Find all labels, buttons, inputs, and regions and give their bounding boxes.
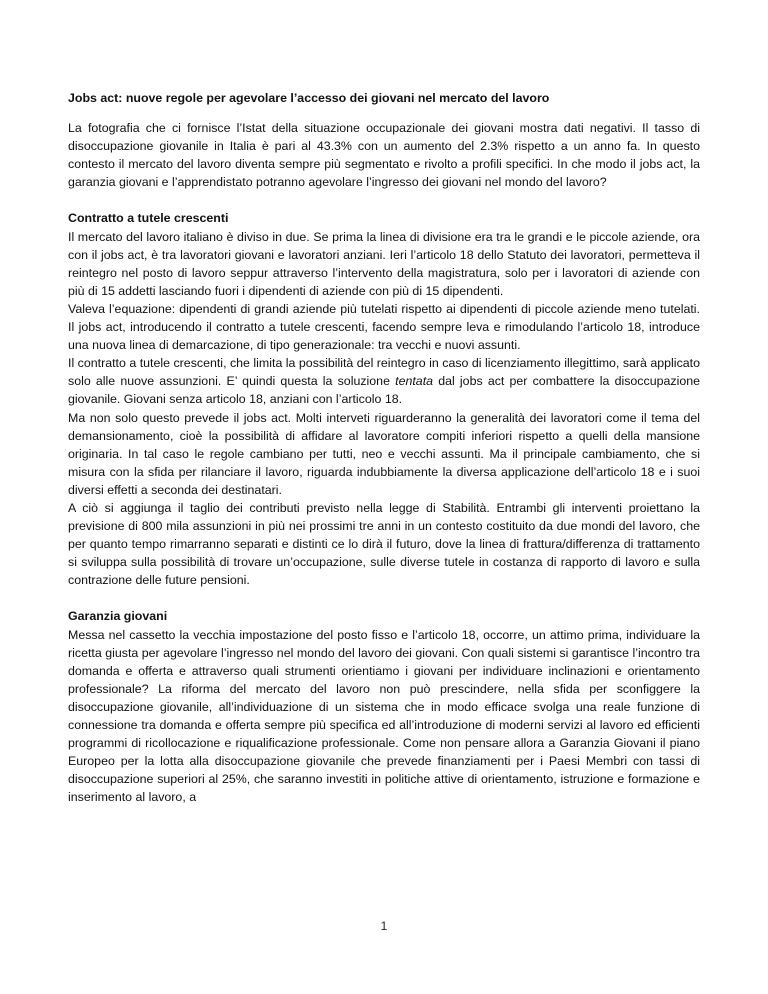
intro-paragraph: La fotografia che ci fornisce l’Istat della situazione occupazionale dei giovani mostra dati negativi. Il tasso di disoccupazione giovanile in Italia è pari al 43.3% con un aumento del 2.3% rispetto a un anno fa. In questo contesto il mercato del lavoro diventa sempre più segmentato e rivolto a profili specifici. In che modo il jobs act, la garanzia giovani e l’apprendistato potranno agevolare l’ingresso dei giovani nel mondo del lavoro? — [68, 121, 700, 190]
paragraph: Valeva l’equazione: dipendenti di grandi aziende più tutelati rispetto ai dipendenti di piccole aziende meno tutelati. Il jobs act, introducendo il contratto a tutele crescenti, facendo sempre leva e rimodulando l’articolo 18, introduce una nuova linea di demarcazione, di tipo generazionale: tra vecchi e nuovi assunti. — [68, 301, 700, 353]
paragraph: Il mercato del lavoro italiano è diviso in due. Se prima la linea di divisione era tra le grandi e le piccole aziende, ora con il jobs act, è tra lavoratori giovani e lavoratori anziani. Ieri l’articolo 18 dello Statuto dei lavoratori, permetteva il reintegro nel posto di lavoro seppur attraverso l’intervento della magistratura, solo per i lavoratori di aziende con più di 15 addetti lasciando fuori i dipendenti di aziende con più di 15 dipendenti. — [68, 229, 700, 298]
paragraph-spacer — [68, 589, 700, 607]
page-number: 1 — [380, 919, 388, 933]
paragraph: Ma non solo questo prevede il jobs act. Molti interveti riguarderanno la generalità dei lavoratori come il tema del demansionamento, cioè la possibilità di affidare al lavoratore compiti inferiori rispetto a quelli della mansione originaria. In tal caso le regole cambiano per tutti, neo e vecchi assunti. Ma il principale cambiamento, che si misura con la sfida per rilanciare il lavoro, riguarda indubbiamente la diversa applicazione dell’articolo 18 e i suoi diversi effetti a seconda dei destinatari. — [68, 410, 700, 497]
paragraph: A ciò si aggiunga il taglio dei contributi previsto nella legge di Stabilità. Entrambi gli interventi proiettano la previsione di 800 mila assunzioni in più nei prossimi tre anni in un contesto costituito da due mondi del lavoro, che per quanto tempo rimarranno separati e distinti ce lo dirà il futuro, dove la linea di frattura/differenza di trattamento si sviluppa sulla possibilità di trovare un’occupazione, sulle diverse tutele in costanza di rapporto di lavoro e sulla contrazione delle future pensioni. — [68, 500, 700, 588]
emphasis-text: tentata — [395, 374, 434, 389]
paragraph-spacer — [68, 191, 700, 209]
document-title: Jobs act: nuove regole per agevolare l’accesso dei giovani nel mercato del lavoro — [68, 91, 550, 105]
paragraph: Messa nel cassetto la vecchia impostazione del posto fisso e l’articolo 18, occorre, un attimo prima, individuare la ricetta giusta per agevolare l’ingresso nel mondo del lavoro dei giovani. Con quali sistemi si garantisce l’incontro tra domanda e offerta e attraverso quali strumenti orientiamo i giovani per individuare inclinazioni e orientamento professionale? La riforma del mercato del lavoro non può prescindere, nella sfida per sconfiggere la disoccupazione giovanile, all’individuazione di un sistema che in modo efficace svolga una reale funzione di connessione tra domanda e offerta sempre più specifica ed all’introduzione di moderni servizi al lavoro ed efficienti programmi di ricollocazione e riqualificazione professionale. Come non pensare allora a Garanzia Giovani il piano Europeo per la lotta alla disoccupazione giovanile che prevede finanziamenti per i Paesi Membri con tassi di disoccupazione superiori al 25%, che saranno investiti in politiche attive di orientamento, istruzione e formazione e inserimento al lavoro, a — [68, 627, 700, 805]
paragraph — [68, 354, 700, 408]
section-heading-garanzia: Garanzia giovani — [68, 609, 168, 624]
paragraph-text: Il contratto a tutele crescenti, che limita la possibilità del reintegro in caso di licenziamento illegittimo, sarà applicato solo alle nuove assunzioni. E’ quindi questa la soluzione — [68, 356, 700, 389]
document-body — [68, 89, 700, 806]
paragraph-text: dal jobs act per combattere la disoccupazione giovanile. Giovani senza articolo 18, anziani con l’articolo 18. — [68, 374, 700, 407]
section-heading-contratto: Contratto a tutele crescenti — [68, 211, 229, 226]
